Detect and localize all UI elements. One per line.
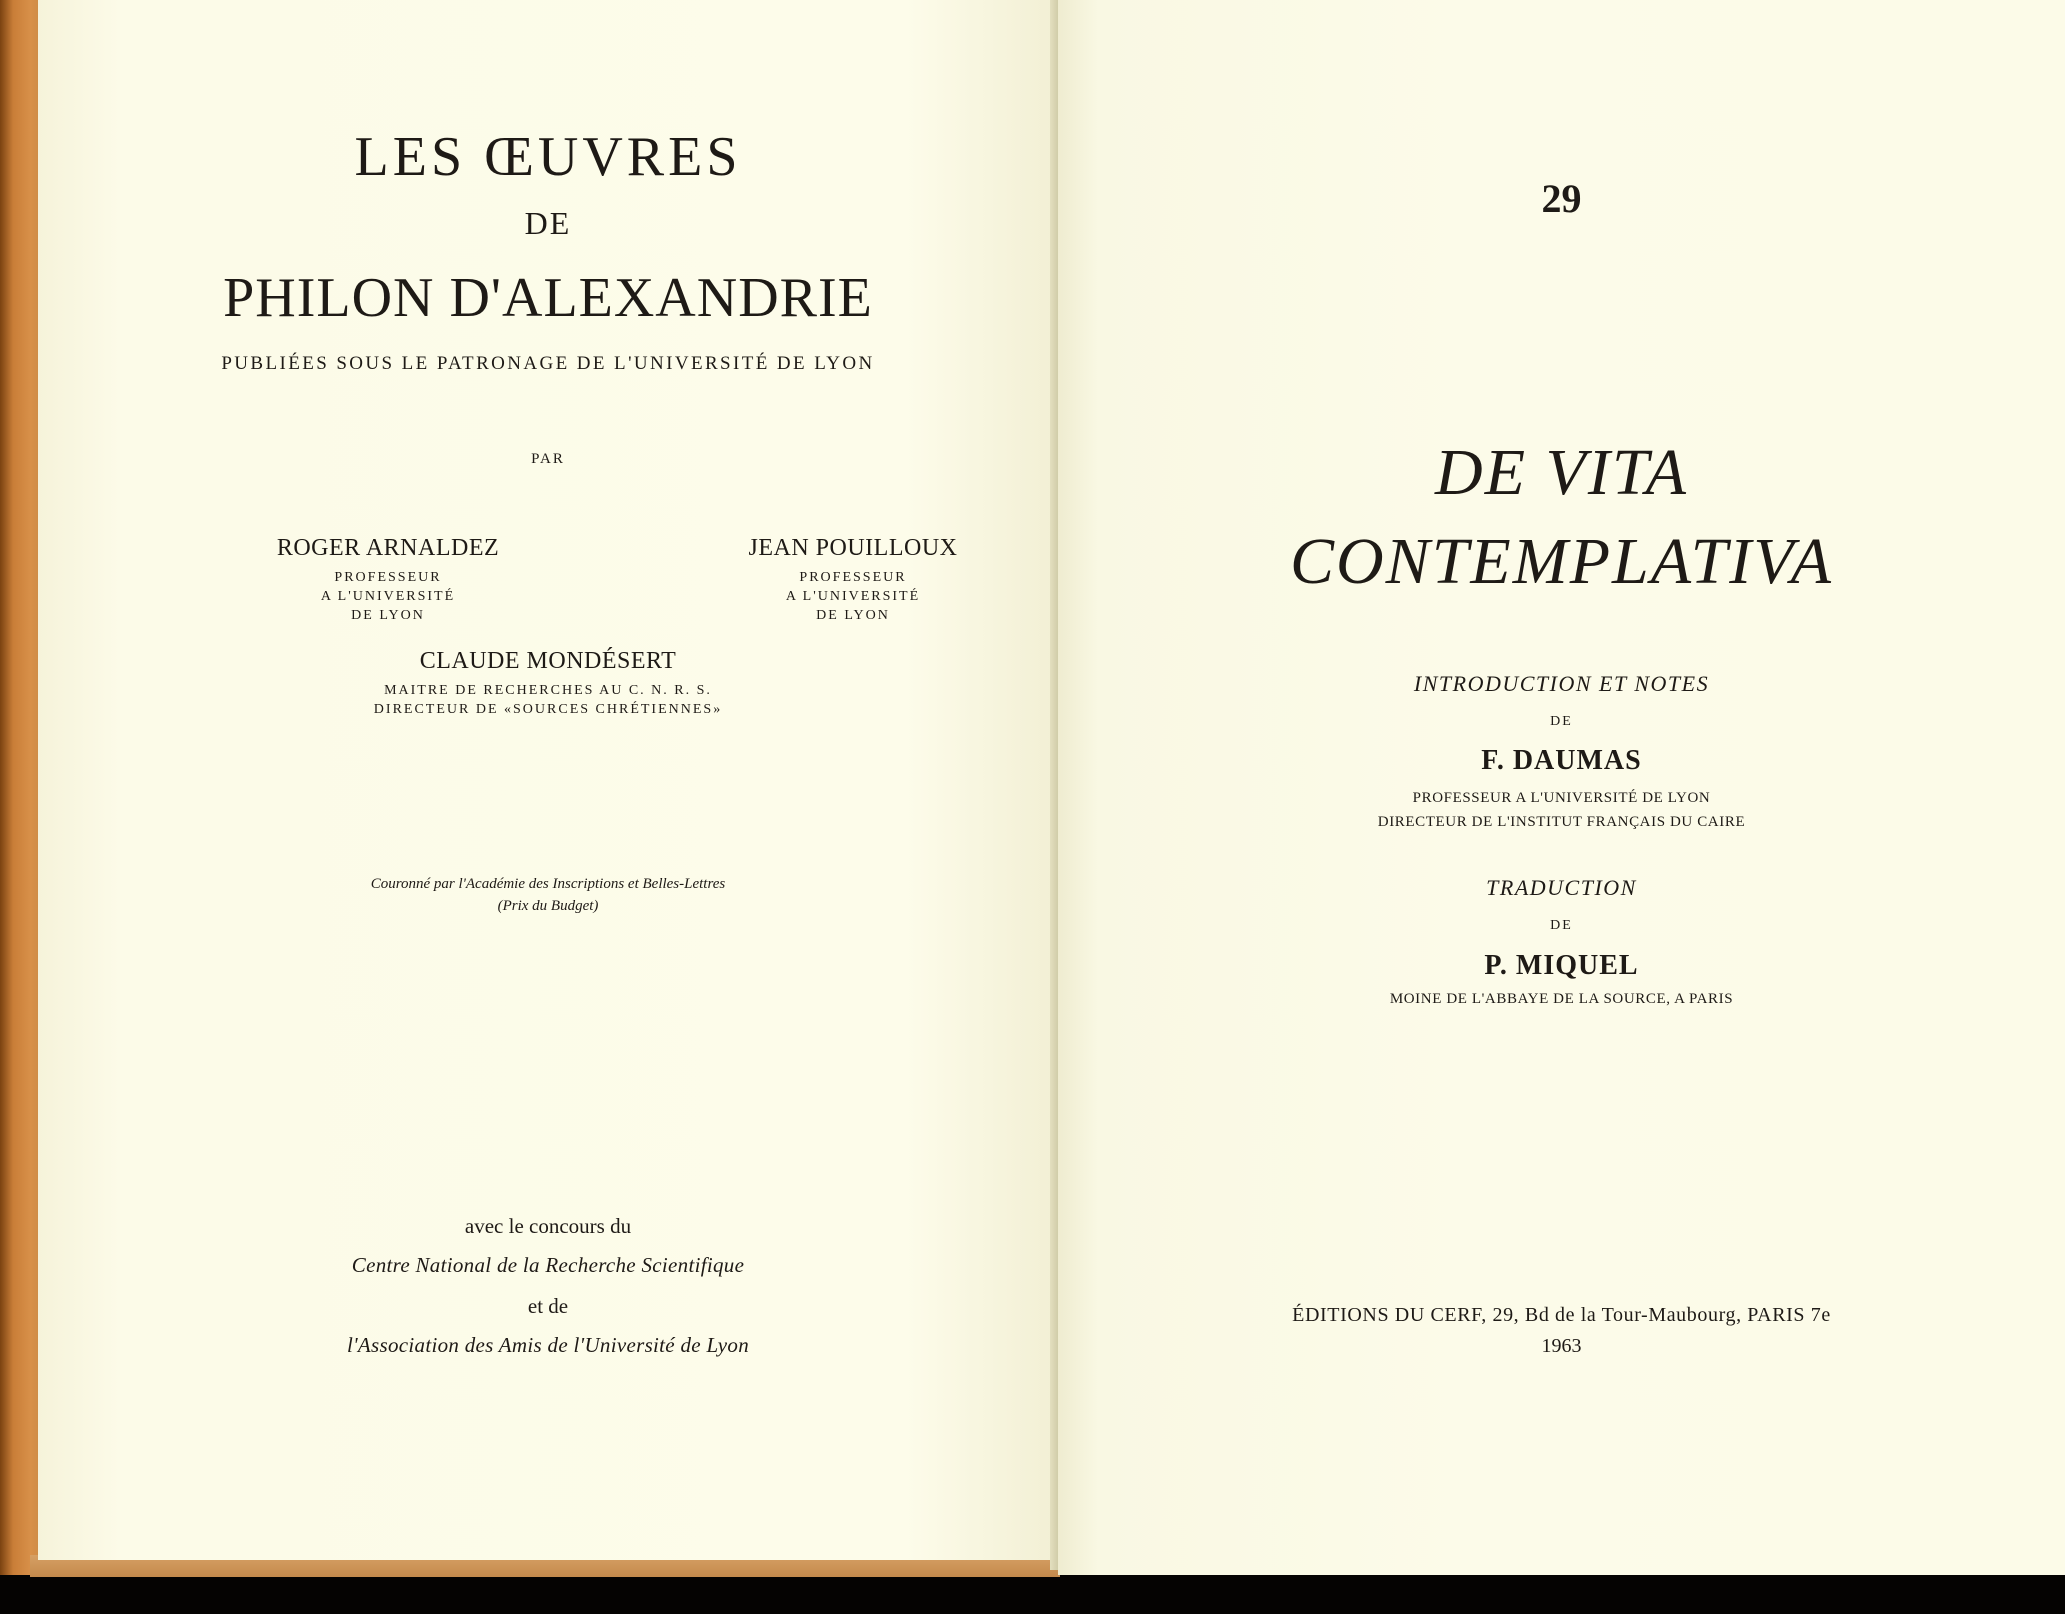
affiliation-line: DIRECTEUR DE «SOURCES CHRÉTIENNES»: [373, 702, 723, 717]
affiliation-line: PROFESSEUR A L'UNIVERSITÉ DE LYON: [1412, 790, 1711, 806]
introduction-label: INTRODUCTION ET NOTES: [1413, 671, 1710, 696]
volume-number: 29: [1541, 176, 1582, 221]
author-name: CLAUDE MONDÉSERT: [419, 648, 677, 674]
affiliation-line: A L'UNIVERSITÉ: [785, 589, 921, 604]
association-line: l'Association des Amis de l'Université de Lyon: [346, 1333, 750, 1357]
affiliation-line: DE LYON: [816, 608, 890, 623]
author-mondesert: [38, 648, 1058, 719]
author-affiliation: [38, 681, 1058, 719]
series-title-line2: PHILON D'ALEXANDRIE: [223, 267, 873, 329]
author-name: ROGER ARNALDEZ: [276, 535, 500, 561]
prize-line2: (Prix du Budget): [497, 898, 599, 914]
affiliation-line: MAITRE DE RECHERCHES AU C. N. R. S.: [384, 683, 712, 698]
prize-note: [38, 873, 1058, 917]
affiliation-line: DIRECTEUR DE L'INSTITUT FRANÇAIS DU CAIRE: [1377, 814, 1746, 830]
prize-line1: Couronné par l'Académie des Inscriptions et Belles-Lettres: [370, 876, 726, 892]
cnrs-line: Centre National de la Recherche Scientifique: [351, 1253, 745, 1277]
publication-year: 1963: [1541, 1335, 1582, 1357]
author-daumas-affiliation: [1058, 786, 2065, 834]
author-daumas: F. DAUMAS: [1481, 745, 1642, 776]
work-title-line1: DE VITA: [1435, 436, 1688, 509]
series-title-de: DE: [524, 205, 572, 241]
author-pouilloux: [693, 535, 1013, 625]
author-affiliation: [693, 568, 1013, 625]
publisher-line: ÉDITIONS DU CERF, 29, Bd de la Tour-Maubourg, PARIS 7e: [1292, 1304, 1831, 1326]
de-label-2: DE: [1550, 918, 1573, 933]
patronage-line: PUBLIÉES SOUS LE PATRONAGE DE L'UNIVERSITÉ DE LYON: [221, 353, 875, 374]
author-miquel: P. MIQUEL: [1484, 950, 1639, 981]
affiliation-line: A L'UNIVERSITÉ: [320, 589, 456, 604]
affiliation-line: PROFESSEUR: [799, 570, 907, 585]
author-miquel-affiliation: MOINE DE L'ABBAYE DE LA SOURCE, A PARIS: [1389, 991, 1734, 1007]
right-page: [1058, 0, 2065, 1575]
affiliation-line: DE LYON: [351, 608, 425, 623]
left-page: [38, 0, 1058, 1560]
de-label-1: DE: [1550, 714, 1573, 729]
par-label: PAR: [531, 451, 565, 467]
concours-line: avec le concours du: [464, 1214, 632, 1238]
affiliation-line: PROFESSEUR: [334, 570, 442, 585]
work-title-line2: CONTEMPLATIVA: [1289, 525, 1833, 598]
author-name: JEAN POUILLOUX: [748, 535, 958, 561]
et-de-line: et de: [527, 1294, 569, 1318]
series-title-line1: LES ŒUVRES: [354, 126, 742, 188]
author-arnaldez: [228, 535, 548, 625]
author-affiliation: [228, 568, 548, 625]
translation-label: TRADUCTION: [1486, 875, 1637, 900]
